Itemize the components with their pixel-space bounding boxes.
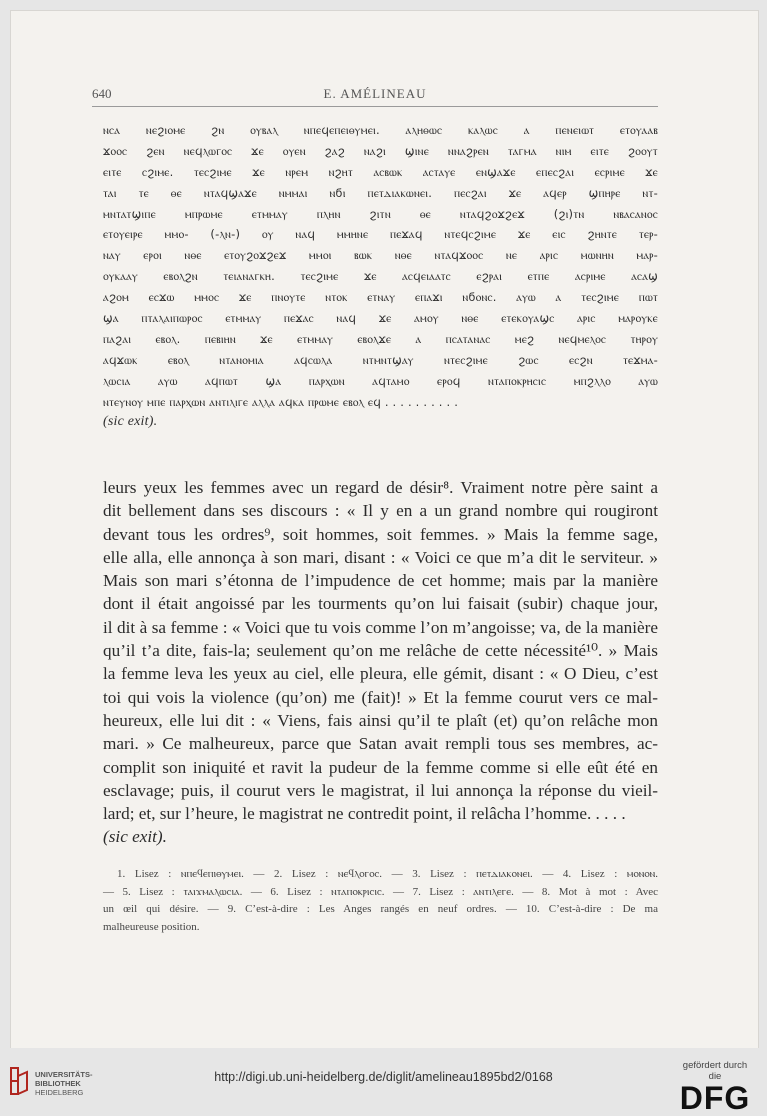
coptic-line: ⲡⲁϩⲁⲓ ⲉⲃⲟⲗ. ⲡⲉⲃⲓⲏⲛ ϫⲉ ⲉⲧⲙⲙⲁⲩ ⲉⲃⲟⲗϫⲉ ⲁ ⲡⲥⲁⲧⲁⲛⲁⲥ ⲙⲉϩ ⲛⲉϥⲙⲉⲗⲟⲥ ⲧⲏⲣⲟⲩ (103, 331, 658, 346)
french-line: heureux, elle lui dit : « Viens, fais ainsi qu’il te plaît (et) qu’on relâche mon (103, 710, 658, 730)
coptic-line: ⲗⲱⲥⲓⲁ ⲁⲩⲱ ⲁϥⲡⲱⲧ ϣⲁ ⲡⲁⲣⲭⲱⲛ ⲁϥⲧⲁⲙⲟ ⲉⲣⲟϥ ⲛⲧⲁⲡⲟⲕⲣⲏⲥⲓⲥ ⲙⲡϩⲗⲗⲟ ⲁⲩⲱ (103, 373, 658, 388)
french-line: complit son iniquité et ravit la pudeur de la femme comme si elle eût été en (103, 757, 658, 777)
coptic-line: ⲛⲧⲉⲩⲛⲟⲩ ⲙⲡⲉ ⲡⲁⲣⲭⲱⲛ ⲁⲛⲧⲓⲗⲓⲅⲉ ⲁⲗⲗⲁ ⲁϥⲕⲁ ⲡⲣⲱⲙⲉ ⲉⲃⲟⲗ ⲉϥ . . . . . . . . . . (103, 394, 459, 409)
footnote-line: — 5. Lisez : ⲧⲁⲓϫⲙⲁⲗⲱⲥⲓⲁ. — 6. Lisez : ⲛⲧⲁⲡⲟⲕⲣⲓⲥⲓⲥ. — 7. Lisez : ⲁⲛⲧⲓⲗⲉⲅⲉ. — 8. Mot à mot : Avec (103, 885, 658, 898)
funder-logo[interactable] (677, 1060, 753, 1114)
french-line: esclavage; puis, il courut vers le magistrat, il lui annonça la réponse du vieil- (103, 780, 658, 800)
permalink-url[interactable]: http://digi.ub.uni-heidelberg.de/diglit/amelineau1895bd2/0168 (214, 1070, 553, 1084)
french-line: la femme leva les yeux au ciel, elle pleura, elle gémit, disant : « O Dieu, c’est (103, 664, 658, 684)
footnotes (103, 866, 658, 936)
coptic-sic-note: (sic exit). (103, 414, 158, 430)
french-line: toi qui vois la violence (qu’on) me (fait)! » Et la femme courut vers ce mal- (103, 687, 658, 707)
french-line: leurs yeux les femmes avec un regard de désir⁸. Vraiment notre père saint a (103, 478, 658, 497)
funding-label: gefördert durch die (682, 1060, 748, 1082)
french-line: Mais son mari s’étonna de l’impudence de cet homme; mais par la manière (103, 571, 658, 591)
footnote-line: un œil qui désire. — 9. C’est-à-dire : Les Anges rangés en neuf ordres. — 10. C’est-à-dire : De ma (103, 903, 658, 916)
french-line: qu’il t’a dite, fais-la; seulement qu’on me relâche de cette nécessité¹⁰. » Mais (103, 641, 658, 661)
coptic-line: ⲧⲁⲓ ⲧⲉ ⲑⲉ ⲛⲧⲁϥϣⲁϫⲉ ⲛⲙⲙⲁⲓ ⲛϭⲓ ⲡⲉⲧⲇⲓⲁⲕⲱⲛⲉⲓ. ⲡⲉⲥϩⲁⲓ ϫⲉ ⲁϥⲉⲣ ϣⲡⲏⲣⲉ ⲛⲧ- (103, 185, 658, 200)
coptic-line: ⲙⲛⲧⲁⲧϣⲓⲡⲉ ⲙⲡⲣⲱⲙⲉ ⲉⲧⲙⲙⲁⲩ ⲡⲗⲏⲛ ϩⲓⲧⲛ ⲑⲉ ⲛⲧⲁϥϩⲟϫϩⲉϫ (ϩⲓ)ⲧⲛ ⲛⲃⲁⲥⲁⲛⲟⲥ (103, 206, 658, 221)
coptic-line: ⲁϩⲟⲙ ⲉⲥϫⲱ ⲙⲙⲟⲥ ϫⲉ ⲡⲛⲟⲩⲧⲉ ⲛⲧⲟⲕ ⲉⲧⲛⲁⲩ ⲉⲡⲁϫⲓ ⲛϭⲟⲛⲥ. ⲁⲩⲱ ⲁ ⲧⲉⲥϩⲓⲙⲉ ⲡⲱⲧ (103, 290, 658, 305)
digitization-footer (0, 1048, 767, 1116)
coptic-line: ⲛⲁⲩ ⲉⲣⲟⲓ ⲛⲑⲉ ⲉⲧⲟⲩϩⲟϫϩⲉϫ ⲙⲙⲟⲓ ⲃⲱⲕ ⲛⲑⲉ ⲛⲧⲁϥϫⲟⲟⲥ ⲛⲉ ⲁⲣⲓⲥ ⲙⲱⲛⲏⲛ ⲙⲁⲣ- (103, 248, 658, 263)
french-line: dont il était angoissé par les tourments qu’on lui faisait (subir) chaque jour, (103, 594, 658, 614)
french-line: il dit à sa femme : « Voici que tu vois comme l’on m’angoisse; va, de la manière (103, 617, 658, 637)
library-name: UNIVERSITÄTS- BIBLIOTHEK HEIDELBERG (35, 1070, 93, 1097)
coptic-line: ϫⲟⲟⲥ ϩⲉⲛ ⲛⲉϥⲗⲱⲅⲟⲥ ϫⲉ ⲟⲩⲉⲛ ϩⲁϩ ⲛⲁϩⲓ ϣⲓⲛⲉ ⲛⲛⲁϩⲣⲉⲛ ⲧⲁⲅⲙⲁ ⲛⲓⲙ ⲉⲓⲧⲉ ϩⲟⲟⲩⲧ (103, 143, 658, 158)
french-line: lard; et, sur l’heure, le magistrat ne contredit point, il relâcha l’homme. . . . . (103, 804, 626, 824)
dfg-logo: DFG (679, 1080, 751, 1116)
french-sic-note: (sic exit). (103, 827, 167, 847)
page-number: 640 (92, 86, 112, 101)
coptic-line: ⲁϥϫⲱⲕ ⲉⲃⲟⲗ ⲛⲧⲁⲛⲟⲙⲓⲁ ⲁϥⲥⲱⲗⲁ ⲛⲧⲙⲛⲧϣⲁⲩ ⲛⲧⲉⲥϩⲓⲙⲉ ϩⲱⲥ ⲉⲥϩⲛ ⲧⲉϫⲙⲁ- (103, 352, 658, 367)
french-line: mari. » Ce malheureux, parce que Satan avait rempli tous ses membres, ac- (103, 734, 658, 754)
coptic-line: ⲛⲥⲁ ⲛⲉϩⲓⲟⲙⲉ ϩⲛ ⲟⲩⲃⲁⲗ ⲛⲡⲉϥⲉⲡⲉⲓⲑⲩⲙⲉⲓ. ⲁⲗⲏⲑⲱⲥ ⲕⲁⲗⲱⲥ ⲁ ⲡⲉⲛⲉⲓⲱⲧ ⲉⲧⲟⲩⲁⲁⲃ (103, 123, 658, 137)
footnote-line: malheureuse position. (103, 920, 200, 933)
coptic-line: ϣⲁ ⲡⲧⲁⲗⲁⲓⲡⲱⲣⲟⲥ ⲉⲧⲙⲙⲁⲩ ⲡⲉϫⲁⲥ ⲛⲁϥ ϫⲉ ⲁⲙⲟⲩ ⲛⲑⲉ ⲉⲧⲉⲕⲟⲩⲁϣⲥ ⲁⲣⲓⲥ ⲙⲁⲣⲟⲩⲕⲉ (103, 311, 658, 326)
french-line: elle alla, elle annonça à son mari, disant : « Voici ce que m’a dit le serviteur. » (103, 547, 658, 567)
coptic-line: ⲉⲓⲧⲉ ⲥϩⲓⲙⲉ. ⲧⲉⲥϩⲓⲙⲉ ϫⲉ ⲛⲣⲉⲙ ⲛϩⲏⲧ ⲁⲥⲃⲱⲕ ⲁⲥⲧⲁⲩⲉ ⲉⲛϣⲁϫⲉ ⲉⲡⲉⲥϩⲁⲓ ⲉⲥⲣⲓⲙⲉ ϫⲉ (103, 164, 658, 179)
footnote-line: 1. Lisez : ⲛⲡⲉϥⲉⲡⲓⲑⲩⲙⲉⲓ. — 2. Lisez : ⲛⲉϥⲗⲟⲅⲟⲥ. — 3. Lisez : ⲡⲉⲧⲇⲓⲁⲕⲟⲛⲉⲓ. — 4. Lisez : ⲙⲟⲛⲟⲛ. (117, 868, 658, 880)
header-rule (92, 106, 658, 107)
coptic-line: ⲟⲩⲕⲁⲁⲩ ⲉⲃⲟⲗϩⲛ ⲧⲉⲓⲁⲛⲁⲅⲕⲏ. ⲧⲉⲥϩⲓⲙⲉ ϫⲉ ⲁⲥϥⲉⲓⲁⲁⲧⲥ ⲉϩⲣⲁⲓ ⲉⲧⲡⲉ ⲁⲥⲣⲓⲙⲉ ⲁⲥⲁϣ (103, 269, 658, 284)
french-translation (103, 476, 658, 849)
french-line: dit bellement dans ses discours : « Il y en a un grand nombre qui rougiront (103, 501, 658, 521)
running-title: E. AMÉLINEAU (323, 86, 427, 101)
coptic-text-block (103, 120, 658, 433)
french-line: devant tous les ordres⁹, soit hommes, soit femmes. » Mais la femme sage, (103, 524, 658, 544)
coptic-line: ⲉⲧⲟⲩⲉⲓⲣⲉ ⲙⲙⲟ- (-ⲗⲛ-) ⲟⲩ ⲛⲁϥ ⲙⲙⲏⲛⲉ ⲡⲉϫⲁϥ ⲛⲧⲉϥⲥϩⲓⲙⲉ ϫⲉ ⲉⲓⲥ ϩⲏⲛⲧⲉ ⲧⲉⲣ- (103, 227, 658, 242)
